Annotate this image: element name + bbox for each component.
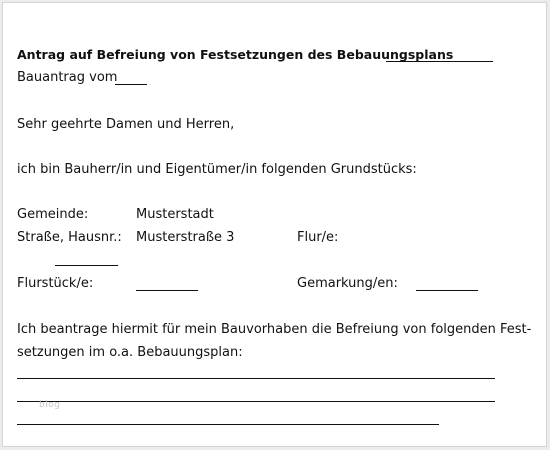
document-title: Antrag auf Befreiung von Festsetzungen des Bebauungsplans — [17, 47, 454, 62]
request-text-line2: setzungen im o.a. Bebauungsplan: — [17, 345, 243, 360]
strasse-label: Straße, Hausnr.: — [17, 230, 122, 245]
hausnr-blank-line[interactable] — [55, 265, 118, 266]
answer-line-3[interactable] — [17, 424, 439, 425]
flurstueck-label: Flurstück/e: — [17, 276, 94, 291]
strasse-value: Musterstraße 3 — [136, 230, 235, 245]
gemeinde-value: Musterstadt — [136, 207, 214, 222]
answer-line-1[interactable] — [17, 378, 495, 379]
salutation: Sehr geehrte Damen und Herren, — [17, 117, 235, 132]
answer-line-2[interactable] — [17, 401, 495, 402]
gemarkung-blank-line[interactable] — [416, 290, 478, 291]
request-text-line1: Ich beantrage hiermit für mein Bauvorhaben die Befreiung von folgenden Fest- — [17, 322, 532, 337]
title-blank-line[interactable] — [386, 61, 493, 62]
gemeinde-label: Gemeinde: — [17, 207, 89, 222]
bauantrag-date-blank[interactable] — [115, 84, 147, 85]
gemarkung-label: Gemarkung/en: — [297, 276, 398, 291]
document-page — [2, 2, 547, 447]
intro-text: ich bin Bauherr/in und Eigentümer/in folgenden Grundstücks: — [17, 162, 417, 177]
flurstueck-blank-line[interactable] — [136, 290, 198, 291]
flur-label: Flur/e: — [297, 230, 339, 245]
watermark-text: blog — [39, 400, 61, 410]
bauantrag-label: Bauantrag vom — [17, 70, 118, 85]
